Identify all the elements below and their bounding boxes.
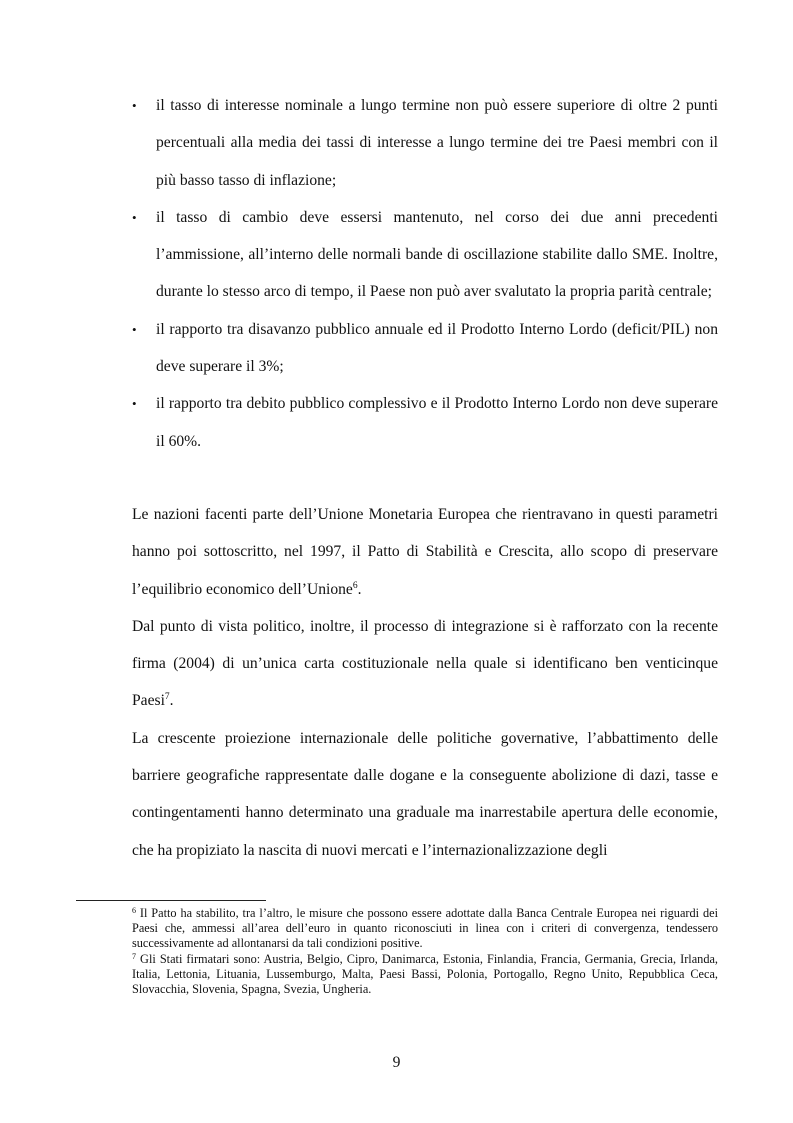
footnote-number: 7 — [132, 951, 136, 961]
footnote-text: Il Patto ha stabilito, tra l’altro, le misure che possono essere adottate dalla Banca Centrale Europea nei riguardi dei Paesi che, ammessi all’area dell’euro in quanto riconosciuti in linea con i criteri di convergenza, tendessero successivamente ad allontanarsi da tali condizioni positive. — [132, 906, 718, 951]
paragraph-internationalization — [132, 720, 718, 869]
paragraph-text: Dal punto di vista politico, inoltre, il processo di integrazione si è rafforzato con la recente firma (2004) di un’unica carta costituzionale nella quale si identificano ben venticinque Paesi — [132, 617, 718, 710]
paragraph-tail: . — [357, 580, 362, 598]
paragraph-stability-pact — [132, 496, 718, 608]
bullet-item — [132, 87, 718, 199]
footnote-ref-7[interactable]: 7 — [164, 692, 170, 703]
paragraph-text: Le nazioni facenti parte dell’Unione Monetaria Europea che rientravano in questi parametri hanno poi sottoscritto, nel 1997, il Patto di Stabilità e Crescita, allo scopo di preservare l’equilibrio economico dell’Unione — [132, 506, 718, 598]
footnotes — [132, 906, 718, 997]
bullet-marker: • — [132, 321, 137, 337]
footnote-ref-6[interactable]: 6 — [352, 580, 358, 591]
footnote-7 — [132, 952, 718, 998]
body-text — [132, 496, 718, 869]
bullet-marker: • — [132, 98, 137, 113]
footnote-divider — [76, 900, 266, 901]
bullet-text: il tasso di cambio deve essersi mantenuto, nel corso dei due anni precedenti l’ammissione, all’interno delle normali bande di oscillazione stabilite dallo SME. Inoltre, durante lo stesso arco di tempo, il Paese non può aver svalutato la propria parità centrale; — [156, 208, 718, 301]
paragraph-tail: . — [169, 692, 174, 710]
bullet-text: il rapporto tra debito pubblico complessivo e il Prodotto Interno Lordo non deve superare il 60%. — [156, 395, 718, 450]
bullet-marker: • — [132, 396, 137, 412]
bullet-text: il rapporto tra disavanzo pubblico annuale ed il Prodotto Interno Lordo (deficit/PIL) non deve superare il 3%; — [156, 320, 718, 376]
bullet-marker: • — [132, 209, 137, 225]
paragraph-constitution — [132, 608, 718, 720]
footnote-text: Gli Stati firmatari sono: Austria, Belgio, Cipro, Danimarca, Estonia, Finlandia, Francia, Germania, Grecia, Irlanda, Italia, Lettonia, Lituania, Lussemburgo, Malta, Paesi Bassi, Polonia, Portogallo, Regno Unito, Repubblica Ceca, Slovacchia, Slovenia, Spagna, Svezia, Ungheria. — [132, 951, 718, 997]
bullet-text: il tasso di interesse nominale a lungo termine non può essere superiore di oltre 2 punti percentuali alla media dei tassi di interesse a lungo termine dei tre Paesi membri con il più basso tasso di inflazione; — [156, 97, 718, 189]
paragraph-text: La crescente proiezione internazionale delle politiche governative, l’abbattimento delle barriere geografiche rappresentate dalle dogane e la conseguente abolizione di dazi, tasse e contingentamenti hanno determinato una graduale ma inarrestabile apertura delle economie, che ha propiziato la nascita di nuovi mercati e l’internazionalizzazione degli — [132, 729, 718, 859]
footnote-number: 6 — [132, 906, 136, 915]
bullet-item — [132, 311, 718, 386]
footnote-6 — [132, 906, 718, 952]
page-number: 9 — [392, 1054, 401, 1071]
bullet-item — [132, 385, 718, 460]
bullet-list — [132, 87, 718, 460]
bullet-item — [132, 199, 718, 311]
